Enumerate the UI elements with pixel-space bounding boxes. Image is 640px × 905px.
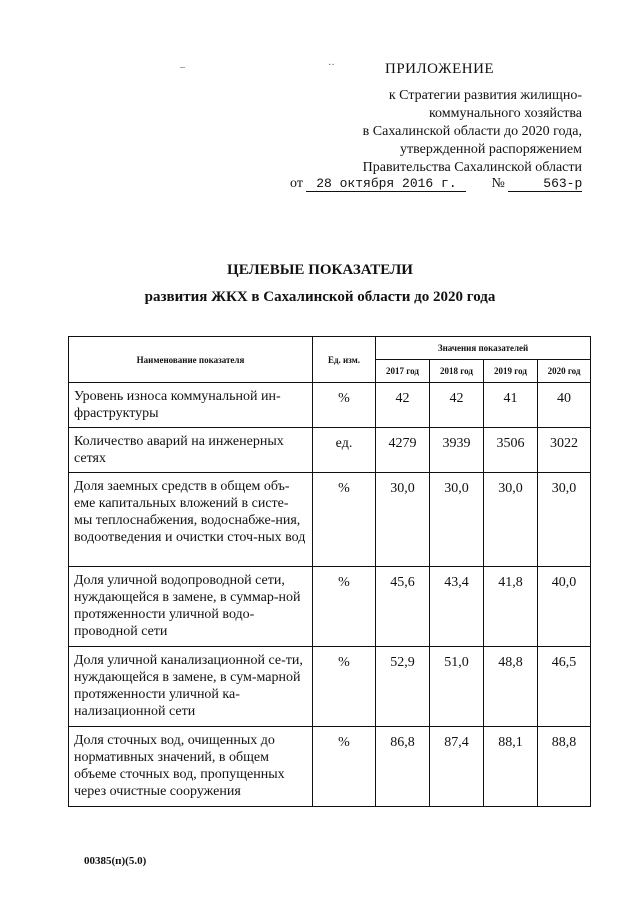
indicator-value: 3939	[430, 428, 484, 473]
table-row	[69, 383, 591, 428]
document-subtitle: развития ЖКХ в Сахалинской области до 2020 года	[144, 289, 496, 305]
scan-dash-mark: –	[180, 62, 185, 73]
indicator-value: 41,8	[484, 567, 538, 647]
indicator-value: 4279	[376, 428, 430, 473]
order-line	[290, 176, 582, 192]
appendix-line-1: к Стратегии развития жилищно-	[388, 88, 582, 103]
indicator-unit: %	[313, 473, 376, 567]
table-row	[69, 473, 591, 567]
indicator-value: 30,0	[376, 473, 430, 567]
indicator-name: Доля сточных вод, очищенных до нормативных значений, в общем объеме сточных вод, пропущенных через очистные сооружения	[69, 727, 313, 807]
table-row	[69, 567, 591, 647]
header-values: Значения показателей	[376, 337, 591, 360]
indicator-name: Доля уличной водопроводной сети, нуждающейся в замене, в суммар-ной протяженности уличной водо-проводной сети	[69, 567, 313, 647]
indicator-value: 87,4	[430, 727, 484, 807]
indicator-value: 41	[484, 383, 538, 428]
document-title: ЦЕЛЕВЫЕ ПОКАЗАТЕЛИ	[227, 262, 413, 278]
table-row	[69, 428, 591, 473]
indicator-value: 46,5	[538, 647, 591, 727]
indicator-value: 86,8	[376, 727, 430, 807]
indicator-name: Доля уличной канализационной се-ти, нуждающейся в замене, в сум-марной протяженности уличной ка-нализационной сети	[69, 647, 313, 727]
indicator-value: 52,9	[376, 647, 430, 727]
footer-code: 00385(п)(5.0)	[84, 855, 147, 867]
appendix-line-3: в Сахалинской области до 2020 года,	[362, 124, 582, 139]
table-row	[69, 647, 591, 727]
indicator-value: 30,0	[538, 473, 591, 567]
indicator-unit: %	[313, 727, 376, 807]
order-number-prefix: №	[491, 176, 505, 191]
indicator-value: 88,8	[538, 727, 591, 807]
header-unit: Ед. изм.	[313, 337, 376, 383]
header-year: 2019 год	[484, 360, 538, 383]
header-year: 2018 год	[430, 360, 484, 383]
indicator-value: 45,6	[376, 567, 430, 647]
indicator-unit: %	[313, 383, 376, 428]
indicator-name: Количество аварий на инженерных сетях	[69, 428, 313, 473]
header-indicator-name: Наименование показателя	[69, 337, 313, 383]
indicator-name: Уровень износа коммунальной ин-фраструктуры	[69, 383, 313, 428]
indicator-value: 40	[538, 383, 591, 428]
scan-dot-mark: ··	[328, 60, 335, 71]
indicator-value: 40,0	[538, 567, 591, 647]
indicator-value: 30,0	[484, 473, 538, 567]
indicator-value: 88,1	[484, 727, 538, 807]
order-number: 563-р	[508, 176, 582, 192]
indicator-unit: %	[313, 647, 376, 727]
indicator-value: 42	[430, 383, 484, 428]
indicator-unit: ед.	[313, 428, 376, 473]
indicator-value: 51,0	[430, 647, 484, 727]
indicator-value: 3022	[538, 428, 591, 473]
indicator-name: Доля заемных средств в общем объ-еме капитальных вложений в систе-мы теплоснабжения, водоснабже-ния, водоотведения и очистки сточ-ных вод	[69, 473, 313, 567]
indicator-unit: %	[313, 567, 376, 647]
indicator-value: 3506	[484, 428, 538, 473]
appendix-line-5: Правительства Сахалинской области	[362, 160, 582, 175]
indicator-value: 30,0	[430, 473, 484, 567]
appendix-title: ПРИЛОЖЕНИЕ	[385, 61, 495, 77]
table-row	[69, 727, 591, 807]
appendix-line-2: коммунального хозяйства	[428, 106, 582, 121]
indicators-table	[68, 336, 591, 807]
indicator-value: 42	[376, 383, 430, 428]
appendix-line-4: утвержденной распоряжением	[400, 142, 582, 157]
order-date-prefix: от	[290, 176, 303, 191]
order-date: 28 октября 2016 г.	[306, 176, 466, 192]
indicator-value: 48,8	[484, 647, 538, 727]
header-year: 2017 год	[376, 360, 430, 383]
indicator-value: 43,4	[430, 567, 484, 647]
header-year: 2020 год	[538, 360, 591, 383]
